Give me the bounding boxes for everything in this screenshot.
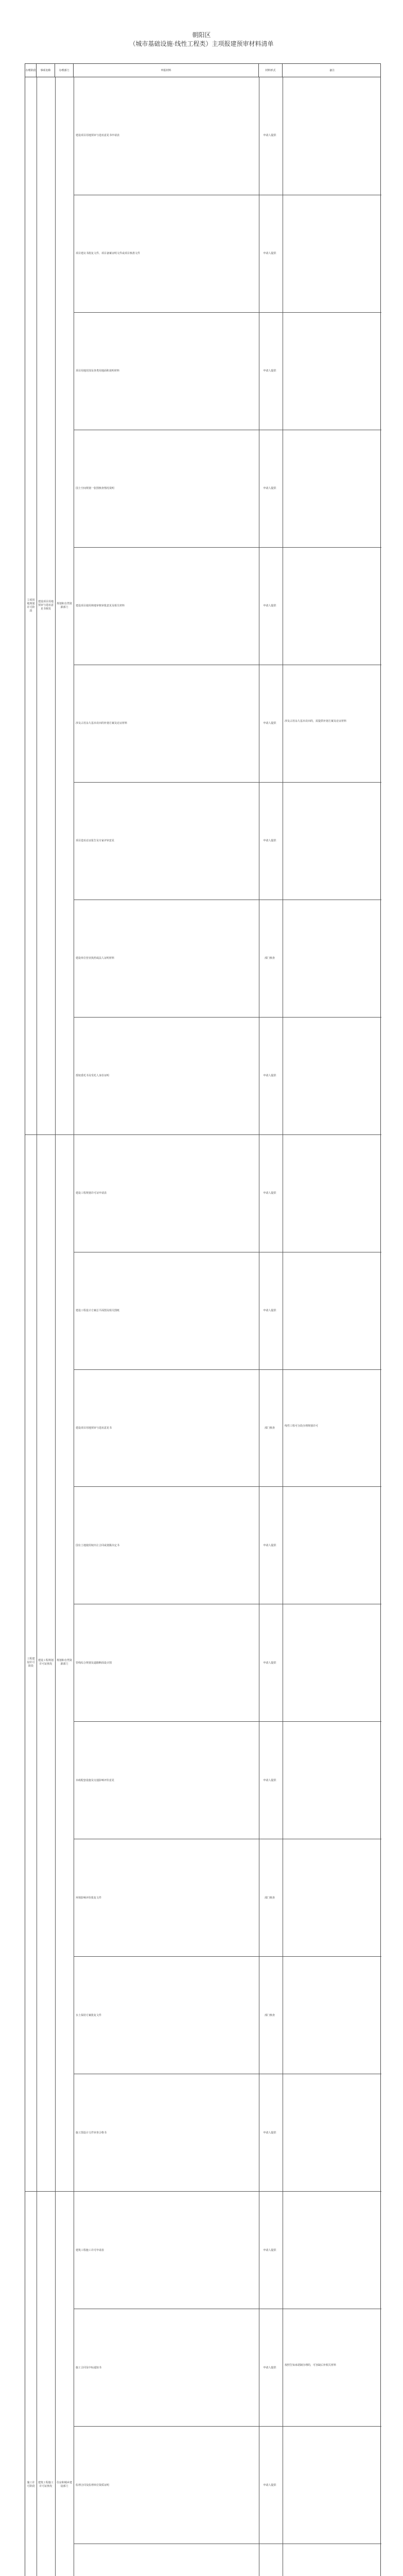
table-row xyxy=(74,547,381,665)
material-text: 施工合同及中标通知书 xyxy=(76,2366,102,2369)
table-row xyxy=(74,430,381,547)
material-form: 申请人提供 xyxy=(263,2131,276,2134)
material-text: 涉及占用永久基本农田的补划方案及论证材料 xyxy=(76,722,128,725)
table-row xyxy=(74,1721,381,1839)
title-line-2: （城市基础设施·线性工程类）主项报建预审材料清单 xyxy=(129,40,274,47)
material-form: 申请人提供 xyxy=(263,840,276,843)
material-text: 国有土地使用权出让合同或划拨决定书 xyxy=(76,1544,120,1547)
material-form: 申请人提供 xyxy=(263,2484,276,2487)
table-row xyxy=(74,2309,381,2426)
material-text: 环境影响评价批复文件 xyxy=(76,1896,102,1900)
group-divider xyxy=(25,1134,74,1135)
material-text xyxy=(76,2544,256,2576)
material-text: 建设项目用地预审与选址意见书 xyxy=(76,1427,112,1430)
material-form: 申请人提供 xyxy=(263,487,276,490)
material-form: 部门核查 xyxy=(264,957,275,960)
group-item: 建设工程规划许可证核发 xyxy=(38,1659,54,1666)
table-row xyxy=(74,2191,381,2309)
material-text: 建设单位营业执照或法人证明材料 xyxy=(76,957,115,960)
material-form: 申请人提供 xyxy=(263,1779,276,1782)
table-row xyxy=(74,312,381,430)
group-item: 建设项目用地预审与选址意见书核发 xyxy=(38,601,54,611)
material-text: 建筑工程施工许可申请表 xyxy=(76,2249,104,2252)
material-text: 项目用地范围及各类用地面积说明材料 xyxy=(76,370,120,373)
header-dept: 办理部门 xyxy=(55,64,74,77)
table-row xyxy=(74,1604,381,1721)
materials-table xyxy=(25,63,381,2576)
group-stage: 立项用地规划许可阶段 xyxy=(27,599,35,613)
table-row xyxy=(74,2544,381,2576)
table-row xyxy=(74,1252,381,1369)
note-text: 涉及占用永久基本农田的，需提供补划方案及论证材料 xyxy=(285,720,347,723)
header-form: 材料形式 xyxy=(259,64,283,77)
table-row xyxy=(74,1486,381,1604)
page-title xyxy=(0,31,403,48)
col-divider xyxy=(55,77,56,2576)
table-row xyxy=(74,1839,381,1956)
material-text: 授权委托书及受托人身份证明 xyxy=(76,1075,110,1078)
table-header xyxy=(25,64,380,77)
material-form: 申请人提供 xyxy=(263,1544,276,1547)
material-text: 国土空间规划一张图核查情况说明 xyxy=(76,487,115,490)
table-row xyxy=(74,195,381,312)
material-form: 部门核查 xyxy=(264,2014,275,2017)
table-row xyxy=(74,2426,381,2544)
table-row xyxy=(74,782,381,900)
material-form: 申请人提供 xyxy=(263,252,276,256)
header-note: 备注 xyxy=(329,69,335,72)
table-row xyxy=(74,77,381,195)
group-divider xyxy=(25,2191,74,2192)
note-text: 按照告知承诺制办理的，可容缺后补相关材料 xyxy=(285,2364,337,2367)
material-form: 申请人提供 xyxy=(263,1662,276,1665)
material-form: 申请人提供 xyxy=(263,1075,276,1078)
material-form: 申请人提供 xyxy=(263,722,276,725)
material-text: 建设工程设计方案总平面图及相关图纸 xyxy=(76,1310,120,1313)
group-dept: 规划和自然资源部门 xyxy=(56,602,72,609)
group-dept: 住房和城乡建设部门 xyxy=(56,2482,72,2488)
material-text: 水土保持方案批复文件 xyxy=(76,2014,102,2017)
group-stage: 工程建设许可阶段 xyxy=(27,1657,35,1668)
material-text: 施工图设计文件审查合格书 xyxy=(76,2131,107,2134)
table-row xyxy=(74,1017,381,1134)
material-form: 申请人提供 xyxy=(263,2366,276,2369)
material-form: 申请人提供 xyxy=(263,370,276,373)
material-form: 申请人提供 xyxy=(263,1310,276,1313)
material-text: 项目建议书批复文件、项目备案证明文件或项目核准文件 xyxy=(76,252,141,256)
table-row xyxy=(74,1134,381,1252)
table-row xyxy=(74,900,381,1017)
material-text: 市政配套设施及交通影响评价意见 xyxy=(76,1779,115,1782)
group-item: 建筑工程施工许可证核发 xyxy=(38,2482,54,2488)
header-item: 事项名称 xyxy=(37,64,55,77)
material-text: 建设项目使用林地审核审批意见及相关材料 xyxy=(76,605,125,608)
material-form: 申请人提供 xyxy=(263,1192,276,1195)
material-form: 申请人提供 xyxy=(263,605,276,608)
group-stage: 施工许可阶段 xyxy=(27,2482,35,2488)
material-form xyxy=(259,2544,281,2576)
table-row xyxy=(74,665,381,782)
material-form: 部门核查 xyxy=(264,1427,275,1430)
material-text: 管线综合规划及道路断面设计图 xyxy=(76,1662,112,1665)
group-dept: 规划和自然资源部门 xyxy=(56,1659,72,1666)
header-materials: 申报材料 xyxy=(74,64,259,77)
material-text: 项目选址论证报告及专家评审意见 xyxy=(76,840,115,843)
note-text: 线性工程可分段办理规划许可 xyxy=(285,1425,319,1428)
material-text: 建设项目用地预审与选址意见书申请表 xyxy=(76,134,120,138)
material-text: 监理合同及监理单位资质证明 xyxy=(76,2484,110,2487)
header-stage: 办理阶段 xyxy=(25,64,37,77)
title-line-1: 朝阳区 xyxy=(192,31,211,39)
table-row xyxy=(74,2074,381,2191)
material-form: 部门核查 xyxy=(264,1896,275,1900)
table-row xyxy=(74,1956,381,2074)
material-text: 建设工程规划许可证申请表 xyxy=(76,1192,107,1195)
material-form: 申请人提供 xyxy=(263,2249,276,2252)
material-form: 申请人提供 xyxy=(263,134,276,138)
